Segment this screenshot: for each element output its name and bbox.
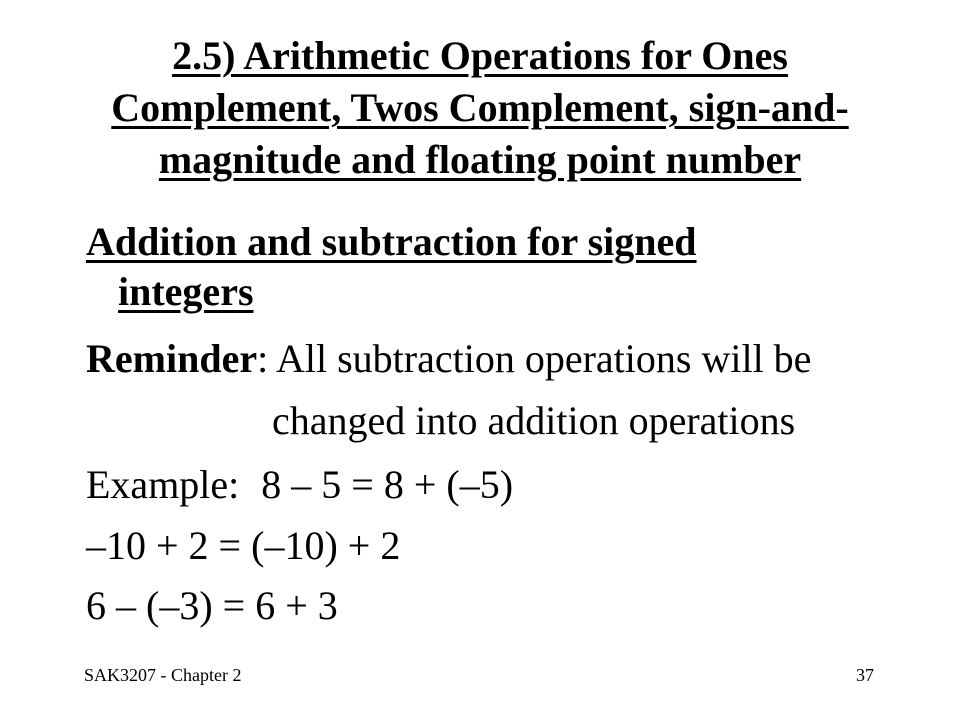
reminder-line-2 [272, 397, 795, 445]
reminder-text-2: changed into addition operations [272, 398, 796, 443]
reminder-line-1 [86, 335, 811, 383]
example-equation-2: –10 + 2 = (–10) + 2 [86, 523, 401, 568]
subheading-line-2 [118, 268, 254, 316]
subheading-text-1: Addition and subtraction for signed [86, 219, 697, 264]
title-line-1: 2.5) Arithmetic Operations for Ones [172, 33, 788, 78]
reminder-text-1: : All subtraction operations will be [257, 336, 812, 381]
example-line [86, 461, 513, 509]
title-line-3: magnitude and floating point number [158, 137, 802, 182]
reminder-label: Reminder [86, 336, 258, 381]
equation-line-2 [86, 522, 400, 570]
example-label: Example: [86, 462, 240, 507]
subheading-text-2: integers [118, 269, 254, 314]
example-equation-1: 8 – 5 = 8 + (–5) [261, 462, 514, 507]
equation-line-3 [86, 582, 338, 630]
footer-course: SAK3207 - Chapter 2 [84, 665, 242, 685]
subheading-line-1 [86, 218, 697, 266]
example-equation-3: 6 – (–3) = 6 + 3 [86, 583, 338, 628]
footer-page-number: 37 [856, 665, 874, 685]
title-line-2: Complement, Twos Complement, sign-and- [111, 85, 849, 130]
slide-title [60, 30, 900, 186]
